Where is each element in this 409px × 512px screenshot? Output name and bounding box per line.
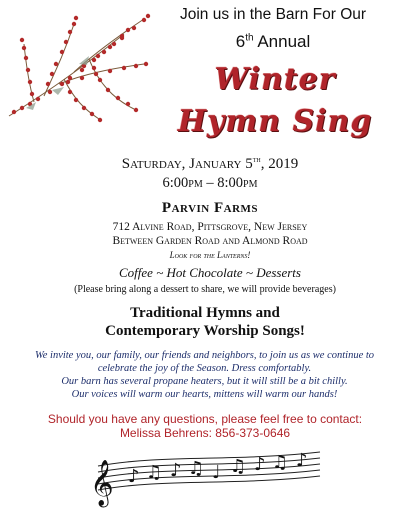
berry-dot bbox=[108, 45, 112, 49]
svg-text:♩: ♩ bbox=[212, 462, 221, 483]
berry-dot bbox=[82, 106, 86, 110]
berry-dot bbox=[74, 16, 78, 20]
event-date-year: , 2019 bbox=[260, 156, 299, 172]
edition-annual: Annual bbox=[253, 32, 311, 51]
berry-dot bbox=[72, 22, 76, 26]
svg-text:♫: ♫ bbox=[272, 452, 289, 473]
invitation-line: Our voices will warm our hearts, mittens will warm our hands! bbox=[71, 389, 338, 400]
berry-dot bbox=[92, 58, 96, 62]
berry-dot bbox=[134, 64, 138, 68]
svg-text:♪: ♪ bbox=[254, 454, 266, 475]
berry-dot bbox=[66, 80, 70, 84]
berry-dot bbox=[60, 50, 64, 54]
svg-text:♪: ♪ bbox=[128, 466, 140, 487]
berry-dot bbox=[122, 66, 126, 70]
contact-prompt: Should you have any questions, please feel free to contact: bbox=[47, 412, 363, 426]
berry-dot bbox=[126, 102, 130, 106]
event-date bbox=[90, 154, 330, 173]
berry-dot bbox=[92, 66, 96, 70]
berry-dot bbox=[80, 76, 84, 80]
invitation-line: celebrate the joy of the Season. Dress comfortably. bbox=[97, 363, 312, 374]
berry-dot bbox=[106, 88, 110, 92]
berry-dot bbox=[68, 76, 72, 80]
svg-text:♫: ♫ bbox=[230, 456, 247, 477]
berry-dot bbox=[90, 112, 94, 116]
songs-line-2: Contemporary Worship Songs! bbox=[105, 323, 305, 339]
berry-dot bbox=[22, 46, 26, 50]
berry-dot bbox=[96, 54, 100, 58]
title-winter: Winter bbox=[214, 62, 336, 97]
berry-dot bbox=[68, 90, 72, 94]
header-edition-line bbox=[140, 32, 406, 52]
event-date-main: Saturday, January 5 bbox=[121, 156, 253, 172]
refreshments-items: Coffee ~ Hot Chocolate ~ Desserts bbox=[119, 265, 301, 280]
berry-branch-illustration bbox=[4, 4, 154, 124]
event-time: 6:00pm – 8:00pm bbox=[162, 175, 258, 191]
berry-dot bbox=[144, 62, 148, 66]
edition-number: 6 bbox=[235, 32, 246, 51]
treble-clef-icon: 𝄞 bbox=[90, 460, 114, 506]
berry-dot bbox=[108, 69, 112, 73]
berry-dot bbox=[132, 26, 136, 30]
berry-dot bbox=[134, 108, 138, 112]
invitation-line: We invite you, our family, our friends and neighbors, to join us as we continue to bbox=[34, 350, 375, 361]
svg-text:♪: ♪ bbox=[296, 450, 308, 471]
berry-dot bbox=[12, 110, 16, 114]
edition-suffix: th bbox=[245, 32, 254, 44]
berry-dot bbox=[98, 118, 102, 122]
svg-text:♫: ♫ bbox=[188, 458, 205, 479]
contact-details: Melissa Behrens: 856-373-0646 bbox=[119, 426, 291, 440]
title-hymn-sing: Hymn Sing bbox=[177, 104, 373, 139]
berry-dot bbox=[50, 72, 54, 76]
svg-text:♫: ♫ bbox=[146, 462, 163, 483]
berry-dot bbox=[116, 96, 120, 100]
refreshments-note: (Please bring along a dessert to share, we will provide beverages) bbox=[74, 284, 336, 295]
berry-dot bbox=[54, 62, 58, 66]
berry-dot bbox=[68, 30, 72, 34]
event-date-suffix: th bbox=[252, 154, 261, 164]
berry-dot bbox=[120, 36, 124, 40]
berry-dot bbox=[112, 42, 116, 46]
berry-dot bbox=[26, 68, 30, 72]
berry-dot bbox=[28, 80, 32, 84]
music-staff-illustration bbox=[84, 444, 324, 508]
invitation-line: Our barn has several propane heaters, but it will still be a bit chilly. bbox=[61, 376, 348, 387]
berry-dot bbox=[126, 28, 130, 32]
header-invite-line: Join us in the Barn For Our bbox=[179, 6, 367, 23]
svg-text:♪: ♪ bbox=[170, 460, 182, 481]
venue-name: Parvin Farms bbox=[161, 200, 259, 216]
berry-dot bbox=[80, 68, 84, 72]
songs-line-1: Traditional Hymns and bbox=[130, 305, 280, 321]
berry-dot bbox=[94, 72, 98, 76]
berry-dot bbox=[36, 97, 40, 101]
berry-dot bbox=[74, 98, 78, 102]
berry-dot bbox=[98, 78, 102, 82]
berry-dot bbox=[60, 82, 64, 86]
berry-dot bbox=[46, 82, 50, 86]
berry-dot bbox=[102, 50, 106, 54]
berry-dot bbox=[48, 90, 52, 94]
berry-dot bbox=[20, 106, 24, 110]
venue-address: 712 Alvine Road, Pittsgrove, New Jersey bbox=[112, 221, 308, 233]
berry-dot bbox=[64, 40, 68, 44]
berry-dot bbox=[30, 92, 34, 96]
venue-note: Look for the Lanterns! bbox=[169, 250, 251, 260]
berry-dot bbox=[24, 56, 28, 60]
berry-dot bbox=[20, 38, 24, 42]
venue-cross-streets: Between Garden Road and Almond Road bbox=[112, 235, 308, 247]
